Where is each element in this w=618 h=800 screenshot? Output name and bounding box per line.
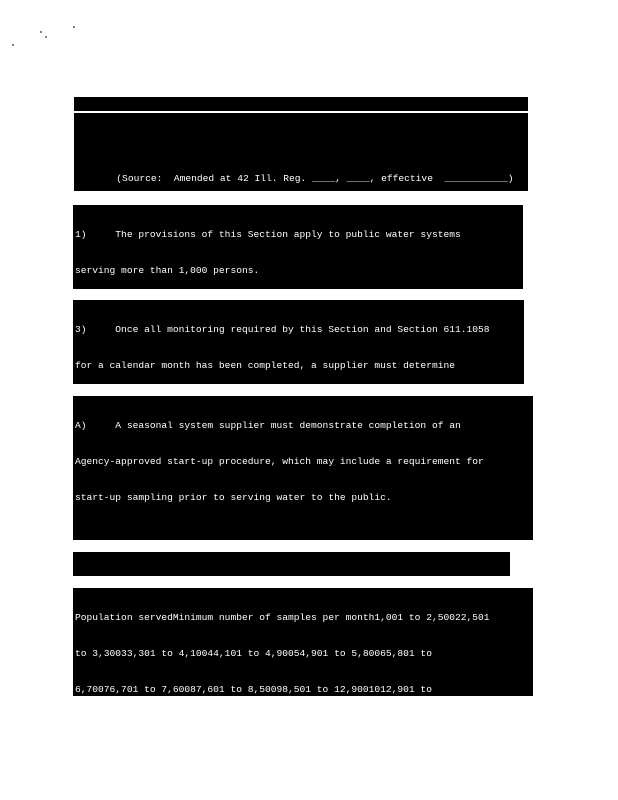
- table-row: to 3,30033,301 to 4,10044,101 to 4,90054,901 to 5,80065,801 to: [75, 648, 432, 659]
- monitoring-frequency-table-block: [73, 588, 533, 696]
- text-line: [75, 528, 531, 540]
- text-line: Agency-approved start-up procedure, which may include a requirement for: [75, 456, 484, 467]
- paragraph-3-4-block: [73, 300, 524, 384]
- paragraph-1-2-block: [73, 205, 523, 289]
- seasonal-systems-block: [73, 396, 533, 540]
- source-section-block: [74, 113, 528, 191]
- text-line: serving more than 1,000 persons.: [75, 265, 260, 276]
- board-note-block: [74, 97, 528, 111]
- text-line: [76, 137, 526, 149]
- text-line: 1) The provisions of this Section apply to public water systems: [75, 229, 461, 240]
- table-row: 6,70076,701 to 7,60087,601 to 8,50098,501 to 12,9001012,901 to: [75, 684, 432, 695]
- scan-speck: [45, 36, 47, 38]
- scan-speck: [73, 26, 75, 28]
- table-row: Population servedMinimum number of samples per month1,001 to 2,50022,501: [75, 612, 490, 623]
- text-line: 3) Once all monitoring required by this Section and Section 611.1058: [75, 324, 490, 335]
- text-line: start-up sampling prior to serving water to the public.: [75, 492, 392, 503]
- text-line: for a calendar month has been completed, a supplier must determine: [75, 360, 455, 371]
- text-line: A) A seasonal system supplier must demonstrate completion of an: [75, 420, 461, 431]
- table-title-block: [73, 552, 510, 576]
- scan-speck: [40, 31, 42, 33]
- scan-speck: [12, 44, 14, 46]
- text-line: (Source: Amended at 42 Ill. Reg. ____, ____, effective ___________): [76, 173, 514, 184]
